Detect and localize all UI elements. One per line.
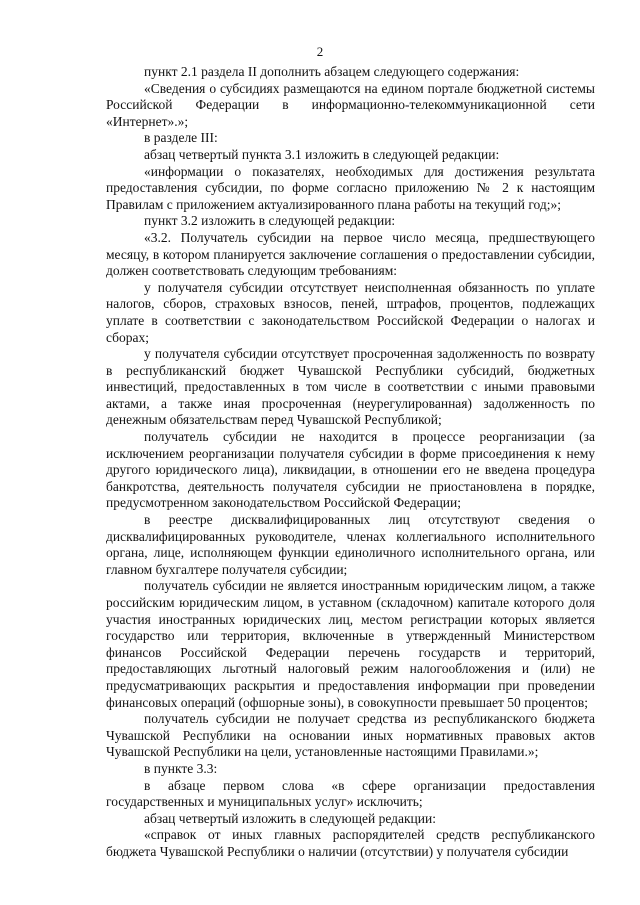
paragraph: абзац четвертый изложить в следующей редакции:	[144, 810, 436, 826]
paragraph: у получателя субсидии отсутствует неисполненная обязанность по уплате налогов, сборов, страховых взносов, пеней, штрафов, процентов, подлежащих уплате в соответствии с законодательством Российской Федерации о налогах и сборах;	[106, 279, 595, 345]
paragraph: у получателя субсидии отсутствует просроченная задолженность по возврату в республиканский бюджет Чувашской Республики субсидий, бюджетных инвестиций, предоставленных в том числе в соответствии с иными правовыми актами, а также иная просроченная (неурегулированная) задолженность по денежным обязательствам перед Чувашской Республикой;	[106, 346, 595, 428]
paragraph: пункт 2.1 раздела II дополнить абзацем следующего содержания:	[144, 64, 520, 79]
page-number: 2	[316, 44, 324, 59]
paragraph: «справок от иных главных распорядителей средств республиканского бюджета Чувашской Республики о наличии (отсутствии) у получателя субсидии	[106, 827, 595, 859]
document-body	[106, 64, 595, 861]
paragraph: в реестре дисквалифицированных лиц отсутствуют сведения о дисквалифицированных руководителе, членах коллегиального исполнительного органа, лице, исполняющем функции единоличного исполнительного органа, или главном бухгалтере получателя субсидии;	[106, 512, 595, 577]
paragraph: получатель субсидии не получает средства из республиканского бюджета Чувашской Республики на основании иных нормативных правовых актов Чувашской Республики на цели, установленные настоящими Правилами.»;	[106, 711, 595, 760]
paragraph: получатель субсидии не является иностранным юридическим лицом, а также российским юридическим лицом, в уставном (складочном) капитале которого доля участия иностранных юридических лиц, местом регистрации которых является государство или территория, включенные в утвержденный Министерством финансов Российской Федерации перечень государств и территорий, предоставляющих льготный налоговый режим налогообложения и (или) не предусматривающих раскрытия и предоставления информации при проведении финансовых операций (офшорные зоны), в совокупности превышает 50 процентов;	[106, 578, 595, 710]
paragraph: в пункте 3.3:	[144, 760, 218, 776]
paragraph: абзац четвертый пункта 3.1 изложить в следующей редакции:	[144, 146, 500, 162]
paragraph: в абзаце первом слова «в сфере организации предоставления государственных и муниципальных услуг» исключить;	[106, 777, 595, 810]
paragraph: «3.2. Получатель субсидии на первое число месяца, предшествующего месяцу, в котором планируется заключение соглашения о предоставлении субсидии, должен соответствовать следующим требованиям:	[106, 229, 595, 279]
paragraph: в разделе III:	[144, 130, 218, 146]
paragraph: «Сведения о субсидиях размещаются на едином портале бюджетной системы Российской Федерации в информационно-телекоммуникационной сети «Интернет».»;	[106, 80, 595, 129]
paragraph: «информации о показателях, необходимых для достижения результата предоставления субсидии, по форме согласно приложению № 2 к настоящим Правилам с приложением актуализированного плана работы на текущий год;»;	[106, 163, 595, 212]
paragraph: пункт 3.2 изложить в следующей редакции:	[144, 213, 396, 229]
paragraph: получатель субсидии не находится в процессе реорганизации (за исключением реорганизации получателя субсидии в форме присоединения к нему другого юридического лица), ликвидации, в отношении его не введена процедура банкротства, деятельность получателя субсидии не приостановлена в порядке, предусмотренном законодательством Российской Федерации;	[106, 429, 595, 511]
